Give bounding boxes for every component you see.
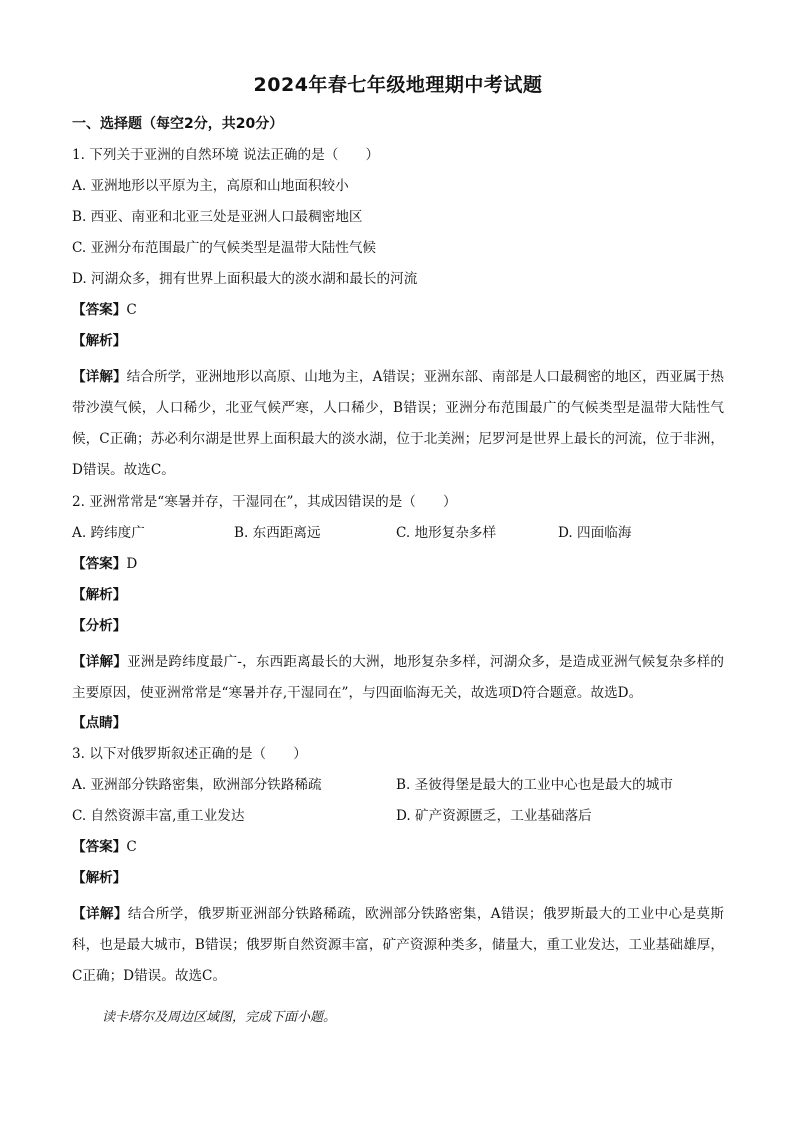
question-3-option-a: A. 亚洲部分铁路密集，欧洲部分铁路稀疏 [72,777,322,793]
detail-label: 【详解】 [72,906,128,922]
question-1-option-c: C. 亚洲分布范围最广的气候类型是温带大陆性气候 [72,240,377,256]
question-2-options [72,523,724,544]
question-3-options-row-2 [72,806,724,827]
question-3-answer [72,837,724,858]
answer-label: 【答案】 [72,839,127,855]
question-2-option-b: B. 东西距离远 [234,525,321,541]
detail-text: 亚洲是跨纬度最广-，东西距离最长的大洲，地形复杂多样，河湖众多，是造成亚洲气候复杂多样的主要原因，使亚洲常常是“寒暑并存,干湿同在”，与四面临海无关，故选项D符合题意。故选D。 [72,654,725,701]
section-heading: 一、选择题（每空2分，共20分） [72,116,284,132]
question-2-detail [72,647,724,709]
question-1-stem: 1. 下列关于亚洲的自然环境 说法正确的是（ ） [72,147,380,163]
reading-instruction: 读卡塔尔及周边区域图，完成下面小题。 [102,1010,337,1025]
question-3-stem: 3. 以下对俄罗斯叙述正确的是（ ） [72,746,307,762]
question-3-detail [72,899,724,992]
question-1-option-a: A. 亚洲地形以平原为主，高原和山地面积较小 [72,178,349,194]
question-1-answer [72,300,724,321]
question-3-analysis-label: 【解析】 [72,870,127,886]
answer-label: 【答案】 [72,302,127,318]
question-2-fenxi-label: 【分析】 [72,618,127,634]
page-title: 2024年春七年级地理期中考试题 [253,74,543,96]
detail-text: 结合所学，俄罗斯亚洲部分铁路稀疏，欧洲部分铁路密集，A错误；俄罗斯最大的工业中心是莫斯科，也是最大城市，B错误；俄罗斯自然资源丰富，矿产资源种类多，储量大，重工业发达，工业基础雄厚，C正确；D错误。故选C。 [72,906,724,984]
question-3-option-c: C. 自然资源丰富,重工业发达 [72,808,245,824]
detail-text: 结合所学，亚洲地形以高原、山地为主，A错误；亚洲东部、南部是人口最稠密的地区，西亚属于热带沙漠气候，人口稀少，北亚气候严寒，人口稀少，B错误；亚洲分布范围最广的气候类型是温带大陆性气候，C正确；苏必利尔湖是世界上面积最大的淡水湖，位于北美洲；尼罗河是世界上最长的河流，位于非洲，D错误。故选C。 [72,369,724,478]
answer-value: C [126,302,137,318]
question-2-option-c: C. 地形复杂多样 [396,525,497,541]
question-3-option-d: D. 矿产资源匮乏，工业基础落后 [396,808,592,824]
detail-label: 【详解】 [72,369,127,385]
question-3-options-row-1 [72,775,724,796]
question-2-dianjing-label: 【点睛】 [72,715,127,731]
answer-label: 【答案】 [72,556,127,572]
question-2-option-d: D. 四面临海 [558,525,632,541]
question-1-detail [72,362,724,486]
question-2-analysis-label: 【解析】 [72,587,127,603]
question-1-analysis-label: 【解析】 [72,333,127,349]
question-3-option-b: B. 圣彼得堡是最大的工业中心也是最大的城市 [396,777,673,793]
question-1-option-d: D. 河湖众多，拥有世界上面积最大的淡水湖和最长的河流 [72,271,418,287]
question-2-option-a: A. 跨纬度广 [72,525,145,541]
question-2-stem: 2. 亚洲常常是“寒暑并存，干湿同在”，其成因错误的是（ ） [72,494,457,510]
answer-value: C [126,839,137,855]
detail-label: 【详解】 [72,654,128,670]
question-1-option-b: B. 西亚、南亚和北亚三处是亚洲人口最稠密地区 [72,209,363,225]
answer-value: D [126,556,138,572]
question-2-answer [72,554,724,575]
